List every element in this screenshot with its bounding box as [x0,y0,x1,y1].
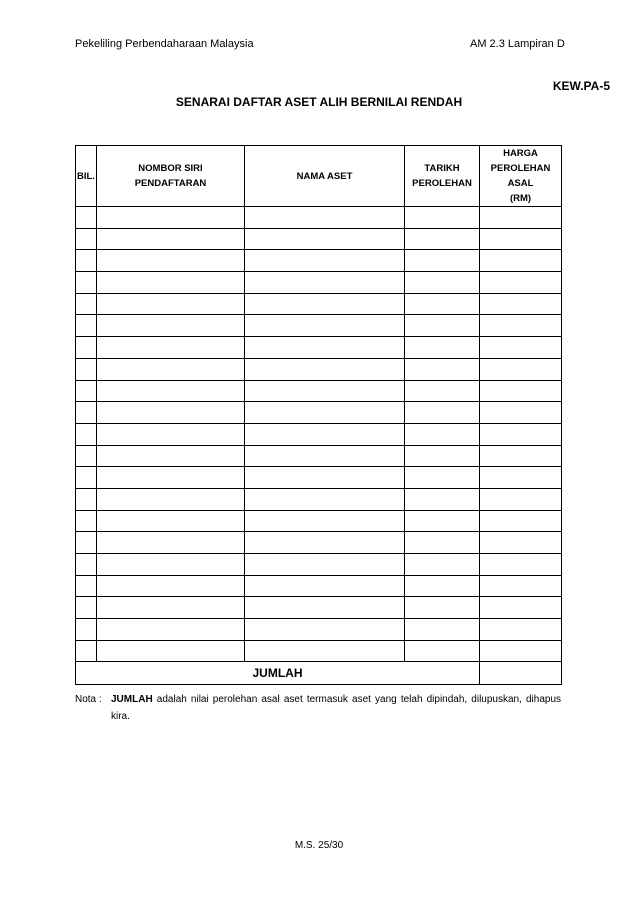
asset-name-cell[interactable] [245,575,405,597]
original-price-cell[interactable] [480,640,562,662]
total-row [76,662,562,685]
original-price-cell[interactable] [480,272,562,294]
original-price-cell[interactable] [480,597,562,619]
table-row [76,532,562,554]
bil-cell[interactable] [76,358,97,380]
serial-number-cell[interactable] [97,228,245,250]
asset-name-cell[interactable] [245,293,405,315]
bil-cell[interactable] [76,402,97,424]
serial-number-cell[interactable] [97,315,245,337]
header-right-text: AM 2.3 Lampiran D [470,38,565,50]
serial-number-cell[interactable] [97,467,245,489]
form-code: KEW.PA-5 [552,79,610,93]
original-price-cell[interactable] [480,619,562,641]
bil-cell[interactable] [76,250,97,272]
column-header-asset-name: NAMA ASET [245,146,405,207]
asset-name-cell[interactable] [245,250,405,272]
acquisition-date-cell[interactable] [405,467,480,489]
table-row [76,250,562,272]
acquisition-date-cell[interactable] [405,532,480,554]
asset-name-cell[interactable] [245,423,405,445]
bil-cell[interactable] [76,445,97,467]
acquisition-date-cell[interactable] [405,250,480,272]
original-price-cell[interactable] [480,358,562,380]
bil-cell[interactable] [76,207,97,229]
serial-number-cell[interactable] [97,293,245,315]
table-row [76,488,562,510]
asset-name-cell[interactable] [245,228,405,250]
column-header-serial-number: NOMBOR SIRI PENDAFTARAN [97,146,245,207]
bil-cell[interactable] [76,640,97,662]
serial-number-cell[interactable] [97,510,245,532]
asset-name-cell[interactable] [245,532,405,554]
serial-number-cell[interactable] [97,640,245,662]
acquisition-date-cell[interactable] [405,554,480,576]
acquisition-date-cell[interactable] [405,640,480,662]
table-row [76,358,562,380]
acquisition-date-cell[interactable] [405,380,480,402]
acquisition-date-cell[interactable] [405,228,480,250]
serial-number-cell[interactable] [97,207,245,229]
bil-cell[interactable] [76,488,97,510]
asset-name-cell[interactable] [245,207,405,229]
serial-number-cell[interactable] [97,554,245,576]
column-header-original-price: HARGA PEROLEHAN ASAL (RM) [480,146,562,207]
bil-cell[interactable] [76,272,97,294]
note-prefix: Nota : [75,694,102,705]
asset-name-cell[interactable] [245,272,405,294]
bil-cell[interactable] [76,228,97,250]
serial-number-cell[interactable] [97,272,245,294]
table-row [76,315,562,337]
acquisition-date-cell[interactable] [405,272,480,294]
original-price-cell[interactable] [480,445,562,467]
original-price-cell[interactable] [480,532,562,554]
table-row [76,445,562,467]
column-header-acquisition-date: TARIKH PEROLEHAN [405,146,480,207]
serial-number-cell[interactable] [97,358,245,380]
original-price-cell[interactable] [480,207,562,229]
original-price-cell[interactable] [480,554,562,576]
serial-number-cell[interactable] [97,250,245,272]
serial-number-cell[interactable] [97,380,245,402]
table-row [76,293,562,315]
serial-number-cell[interactable] [97,488,245,510]
original-price-cell[interactable] [480,228,562,250]
acquisition-date-cell[interactable] [405,510,480,532]
serial-number-cell[interactable] [97,423,245,445]
table-row [76,467,562,489]
original-price-cell[interactable] [480,402,562,424]
asset-register-table [75,145,562,685]
asset-name-cell[interactable] [245,358,405,380]
original-price-cell[interactable] [480,488,562,510]
asset-name-cell[interactable] [245,402,405,424]
table-row [76,228,562,250]
acquisition-date-cell[interactable] [405,575,480,597]
table-row [76,554,562,576]
table-row [76,510,562,532]
asset-name-cell[interactable] [245,554,405,576]
acquisition-date-cell[interactable] [405,423,480,445]
bil-cell[interactable] [76,380,97,402]
acquisition-date-cell[interactable] [405,207,480,229]
bil-cell[interactable] [76,619,97,641]
table-row [76,337,562,359]
note-text: adalah nilai perolehan asal aset termasuk aset yang telah dipindah, dilupuskan, dihapus kira. [111,694,562,722]
original-price-cell[interactable] [480,423,562,445]
table-row [76,423,562,445]
serial-number-cell[interactable] [97,402,245,424]
serial-number-cell[interactable] [97,445,245,467]
table-row [76,575,562,597]
column-header-bil: BIL. [76,146,97,207]
total-label: JUMLAH [76,662,480,685]
acquisition-date-cell[interactable] [405,358,480,380]
bil-cell[interactable] [76,510,97,532]
total-value-cell[interactable] [480,662,562,685]
asset-name-cell[interactable] [245,510,405,532]
table-row [76,380,562,402]
serial-number-cell[interactable] [97,575,245,597]
table-body [76,207,562,662]
table-row [76,597,562,619]
bil-cell[interactable] [76,423,97,445]
acquisition-date-cell[interactable] [405,402,480,424]
serial-number-cell[interactable] [97,337,245,359]
asset-name-cell[interactable] [245,488,405,510]
original-price-cell[interactable] [480,575,562,597]
document-title: SENARAI DAFTAR ASET ALIH BERNILAI RENDAH [175,95,463,109]
asset-name-cell[interactable] [245,597,405,619]
bil-cell[interactable] [76,532,97,554]
note [75,691,561,725]
table-header-row [76,146,562,207]
bil-cell[interactable] [76,293,97,315]
acquisition-date-cell[interactable] [405,445,480,467]
acquisition-date-cell[interactable] [405,619,480,641]
asset-name-cell[interactable] [245,315,405,337]
table-row [76,272,562,294]
asset-name-cell[interactable] [245,337,405,359]
original-price-cell[interactable] [480,510,562,532]
original-price-cell[interactable] [480,380,562,402]
asset-name-cell[interactable] [245,445,405,467]
serial-number-cell[interactable] [97,532,245,554]
bil-cell[interactable] [76,597,97,619]
original-price-cell[interactable] [480,315,562,337]
acquisition-date-cell[interactable] [405,293,480,315]
asset-name-cell[interactable] [245,380,405,402]
original-price-cell[interactable] [480,467,562,489]
bil-cell[interactable] [76,337,97,359]
asset-name-cell[interactable] [245,467,405,489]
page-number: M.S. 25/30 [294,840,344,851]
acquisition-date-cell[interactable] [405,337,480,359]
asset-name-cell[interactable] [245,619,405,641]
bil-cell[interactable] [76,467,97,489]
acquisition-date-cell[interactable] [405,315,480,337]
bil-cell[interactable] [76,554,97,576]
serial-number-cell[interactable] [97,619,245,641]
original-price-cell[interactable] [480,293,562,315]
original-price-cell[interactable] [480,337,562,359]
acquisition-date-cell[interactable] [405,488,480,510]
serial-number-cell[interactable] [97,597,245,619]
note-keyword: JUMLAH [111,694,153,705]
bil-cell[interactable] [76,575,97,597]
table-row [76,619,562,641]
table-row [76,640,562,662]
bil-cell[interactable] [76,315,97,337]
header-left-text: Pekeliling Perbendaharaan Malaysia [75,38,254,50]
asset-name-cell[interactable] [245,640,405,662]
table-row [76,402,562,424]
acquisition-date-cell[interactable] [405,597,480,619]
table-row [76,207,562,229]
original-price-cell[interactable] [480,250,562,272]
